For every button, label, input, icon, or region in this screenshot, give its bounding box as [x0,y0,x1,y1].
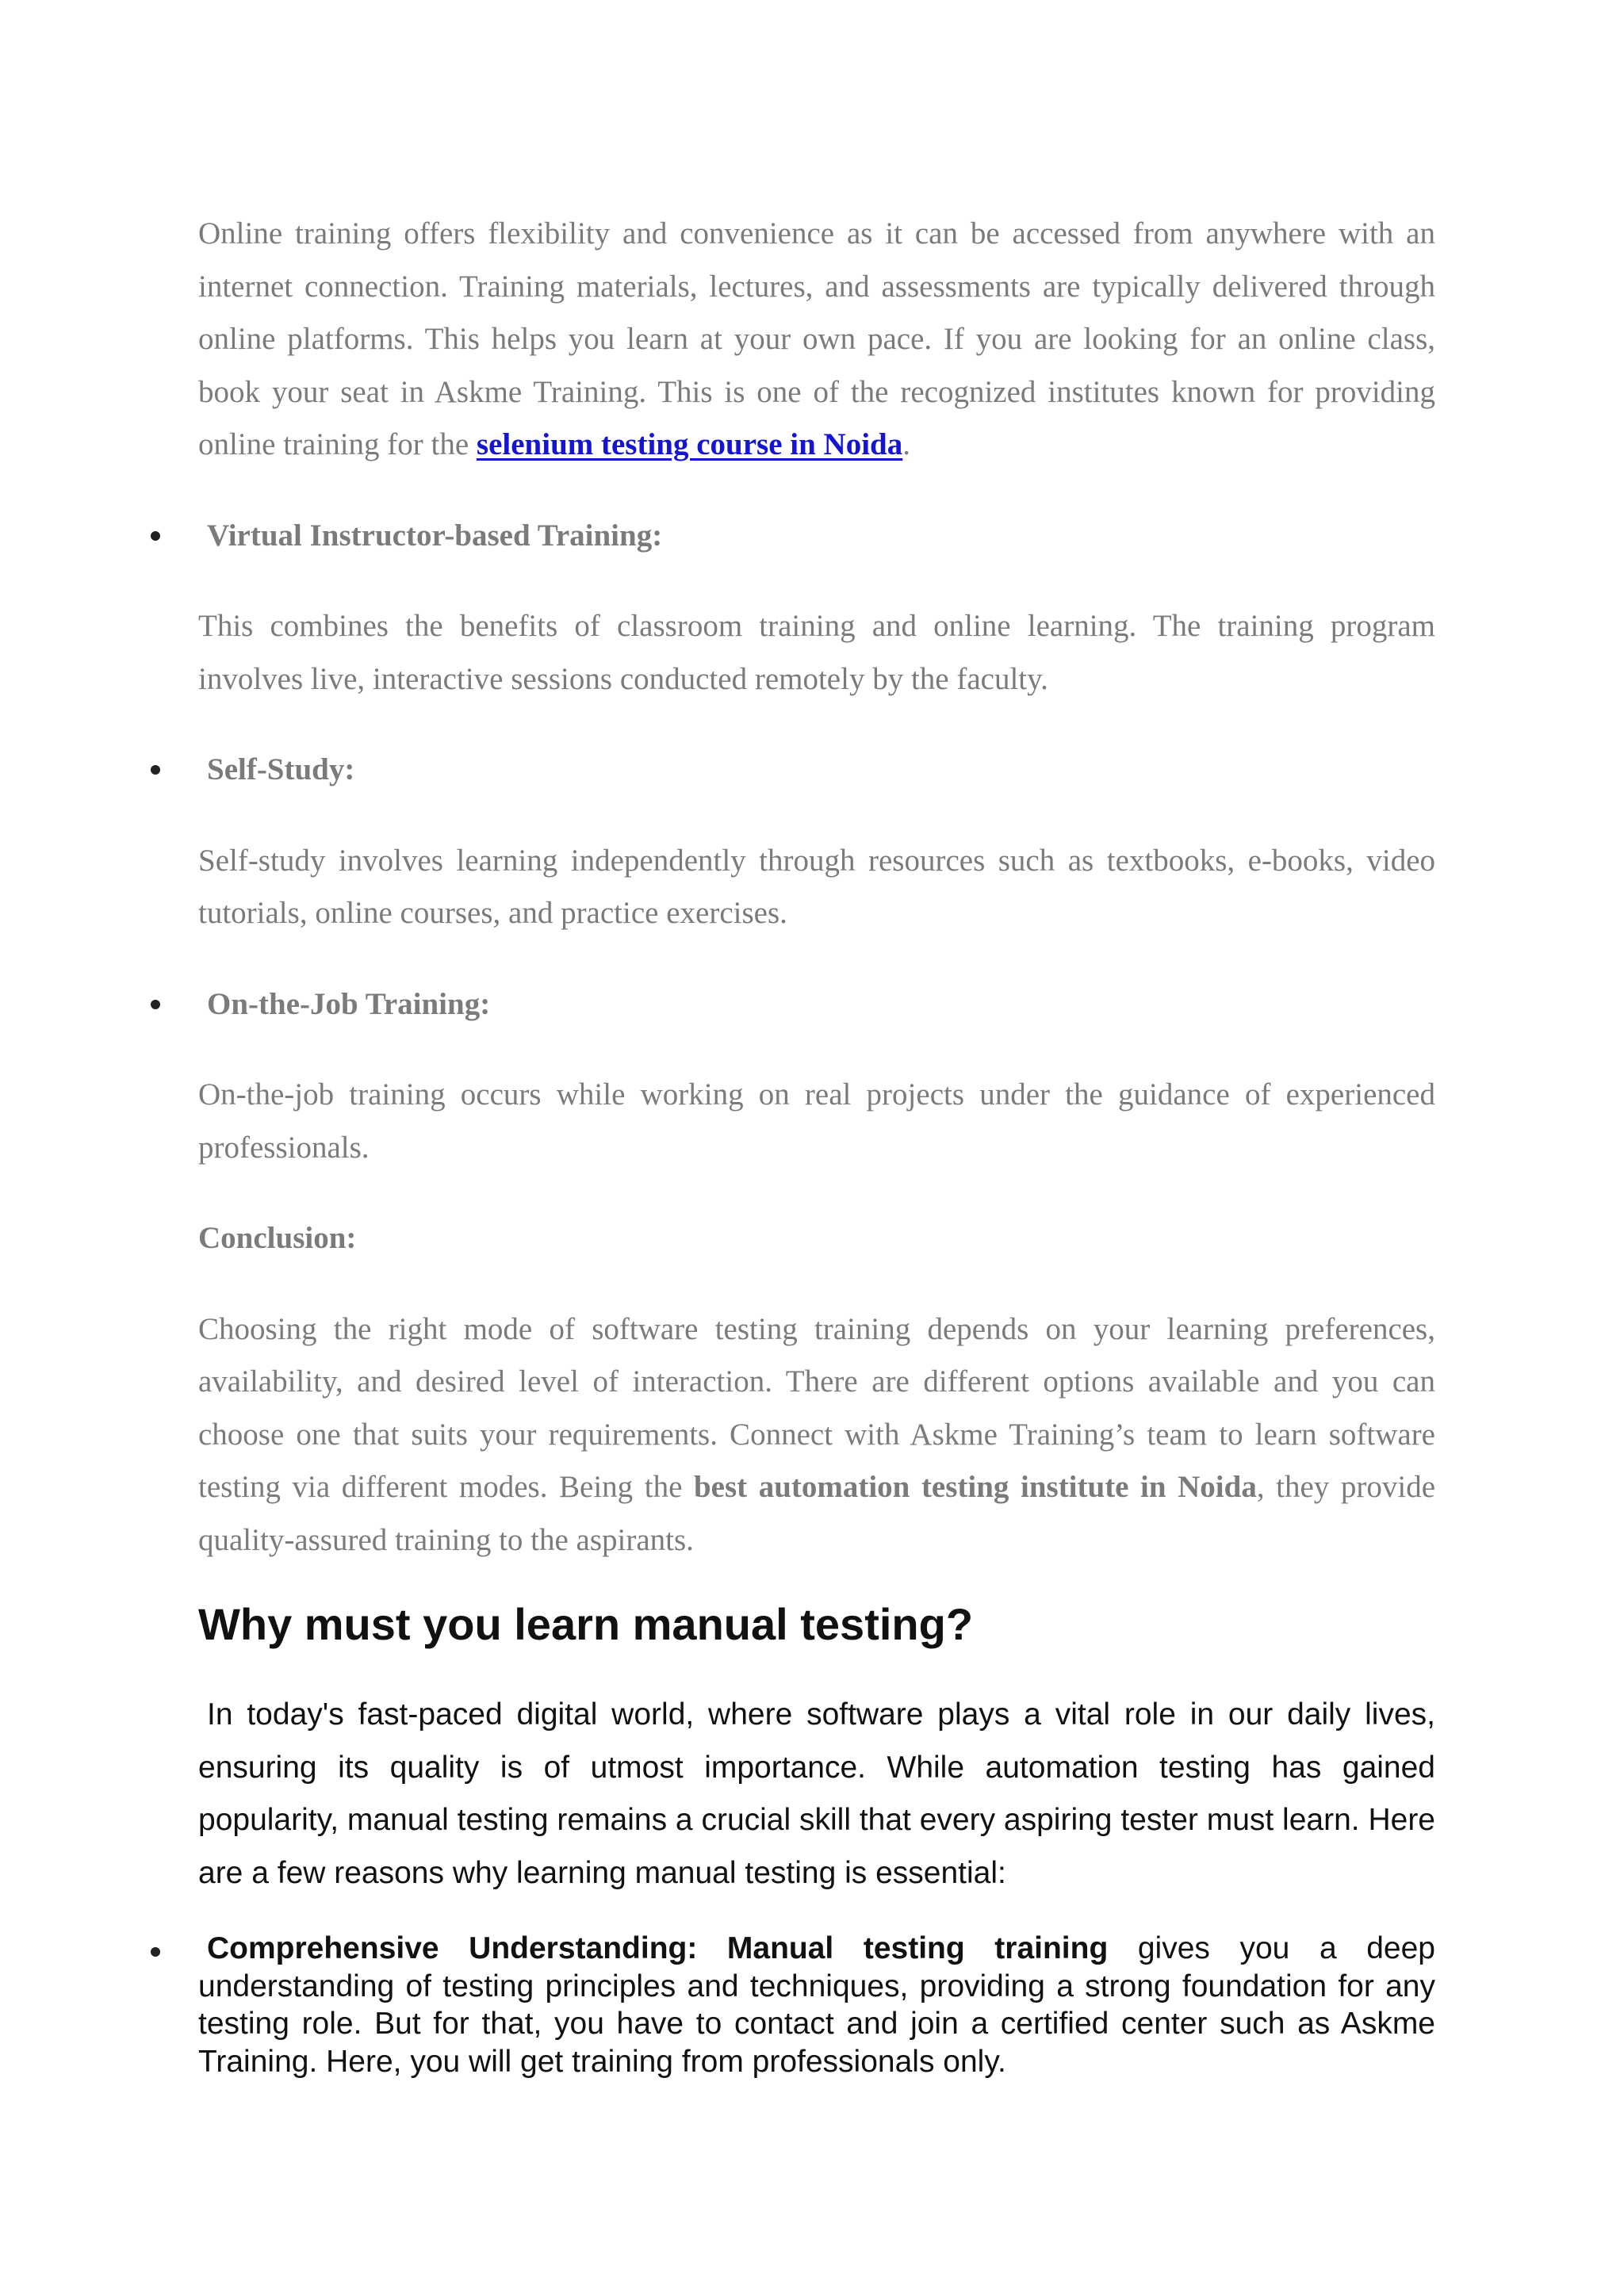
intro-text: In today's fast-paced digital world, where software plays a vital role in our daily lives, ensuring its quality is of utmost importance. While automation testing has gained popularity, manual testing remains a crucial skill that every aspiring tester must learn. Here are a few reasons why learning manual testing is essential: [198,1697,1435,1890]
paragraph-end: . [902,427,910,461]
section-heading: Why must you learn manual testing? [198,1599,974,1649]
bullet-icon [151,1947,160,1957]
on-the-job-paragraph: On-the-job training occurs while working on real projects under the guidance of experienced professionals. [198,1077,1435,1165]
comprehensive-text: gives you a deep understanding of testing principles and techniques, providing a strong foundation for any testing role. But for that, you have to contact and join a certified center such as Askme Training. Here, you will get training from professionals only. [198,1931,1435,2079]
bullet-on-the-job [198,978,1435,1031]
manual-testing-intro [198,1689,1435,1900]
online-training-paragraph [198,208,1435,472]
bullet-label: Virtual Instructor-based Training: [207,518,663,553]
virtual-training-paragraph: This combines the benefits of classroom training and online learning. The training program involves live, interactive sessions conducted remotely by the faculty. [198,609,1435,696]
online-training-text: Online training offers flexibility and convenience as it can be accessed from anywhere with an internet connection. Training materials, lectures, and assessments are typically delivered through online platforms. This helps you learn at your own pace. If you are looking for an online class, book your seat in Askme Training. This is one of the recognized institutes known for providing online training for the [198,216,1435,461]
conclusion-label: Conclusion: [198,1221,357,1255]
comprehensive-paragraph [198,1930,1435,2080]
bullet-label: On-the-Job Training: [207,986,491,1021]
bullet-label: Self-Study: [207,752,355,786]
comprehensive-label: Comprehensive Understanding: Manual testing training [207,1931,1109,1965]
bullet-icon [151,531,160,541]
document-page [198,208,1435,2080]
automation-institute-bold: best automation testing institute in Noida [693,1470,1257,1504]
conclusion-text-before: Choosing the right mode of software testing training depends on your learning preferences, availability, and desired level of interaction. There are different options available and you can choose one that suits your requirements. Connect with Askme Training’s team to learn software testing via different modes. Being the [198,1311,1435,1504]
bullet-icon [151,1000,160,1009]
conclusion-text-after: , they provide quality-assured training to the aspirants. [198,1470,1436,1557]
bullet-comprehensive-understanding [198,1930,1435,2080]
bullet-self-study [198,744,1435,797]
bullet-icon [151,765,160,775]
selenium-course-link[interactable]: selenium testing course in Noida [476,427,903,461]
conclusion-paragraph [198,1303,1435,1567]
bullet-virtual-training [198,510,1435,563]
self-study-paragraph: Self-study involves learning independently through resources such as textbooks, e-books, video tutorials, online courses, and practice exercises. [198,843,1435,930]
